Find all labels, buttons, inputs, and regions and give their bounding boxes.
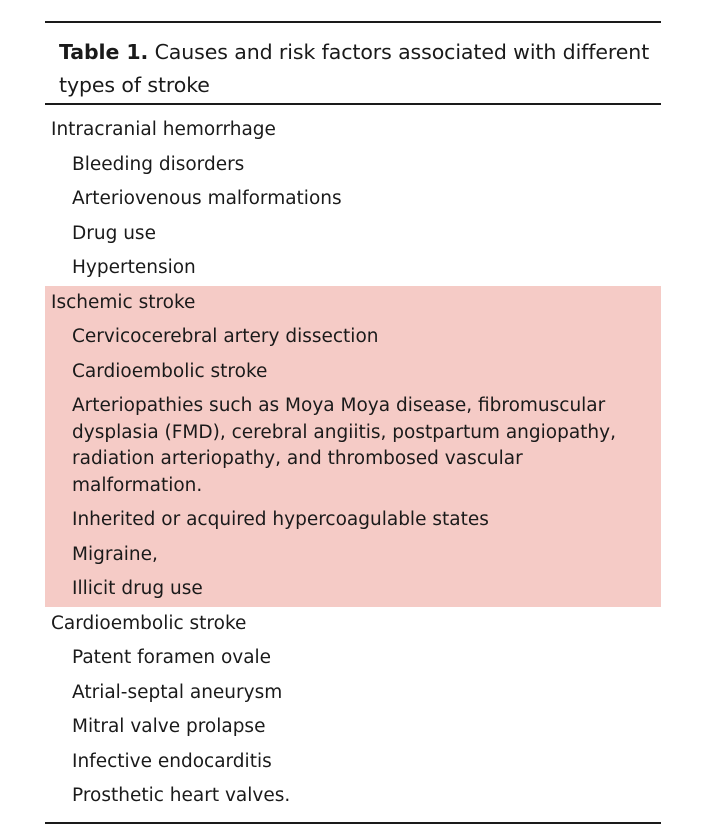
list-item: Atrial-septal aneurysm — [72, 681, 283, 703]
list-item: Patent foramen ovale — [72, 647, 272, 668]
table-body — [45, 113, 661, 814]
list-item: Inherited or acquired hypercoagulable states — [72, 509, 489, 530]
list-item: Hypertension — [72, 257, 196, 278]
list-item: Mitral valve prolapse — [72, 716, 266, 737]
section-header: Intracranial hemorrhage — [51, 119, 276, 140]
list-item: Cardioembolic stroke — [72, 360, 268, 382]
section-header: Ischemic stroke — [51, 291, 196, 313]
list-item: Bleeding disorders — [72, 153, 245, 175]
section-ischemic-stroke — [45, 286, 661, 607]
list-item: Arteriovenous malformations — [72, 188, 342, 209]
list-item: Migraine, — [72, 543, 158, 565]
bottom-rule — [45, 822, 661, 824]
section-cardioembolic-stroke — [45, 607, 661, 814]
table-caption — [45, 23, 661, 97]
section-intracranial-hemorrhage — [45, 113, 661, 286]
caption-label: Table 1. — [59, 40, 149, 64]
list-item: Prosthetic heart valves. — [72, 785, 291, 806]
list-item: Illicit drug use — [72, 578, 203, 599]
caption-text: Causes and risk factors associated with different types of stroke — [59, 40, 650, 97]
list-item: Drug use — [72, 222, 156, 244]
stroke-table — [45, 21, 661, 824]
section-header: Cardioembolic stroke — [51, 612, 247, 634]
header-rule — [45, 103, 661, 105]
list-item: Infective endocarditis — [72, 750, 272, 772]
list-item: Cervicocerebral artery dissection — [72, 326, 379, 347]
list-item: Arteriopathies such as Moya Moya disease, fibromuscular dysplasia (FMD), cerebral angiitis, postpartum angiopathy, radiation arteriopathy, and thrombosed vascular malformation. — [72, 395, 616, 496]
